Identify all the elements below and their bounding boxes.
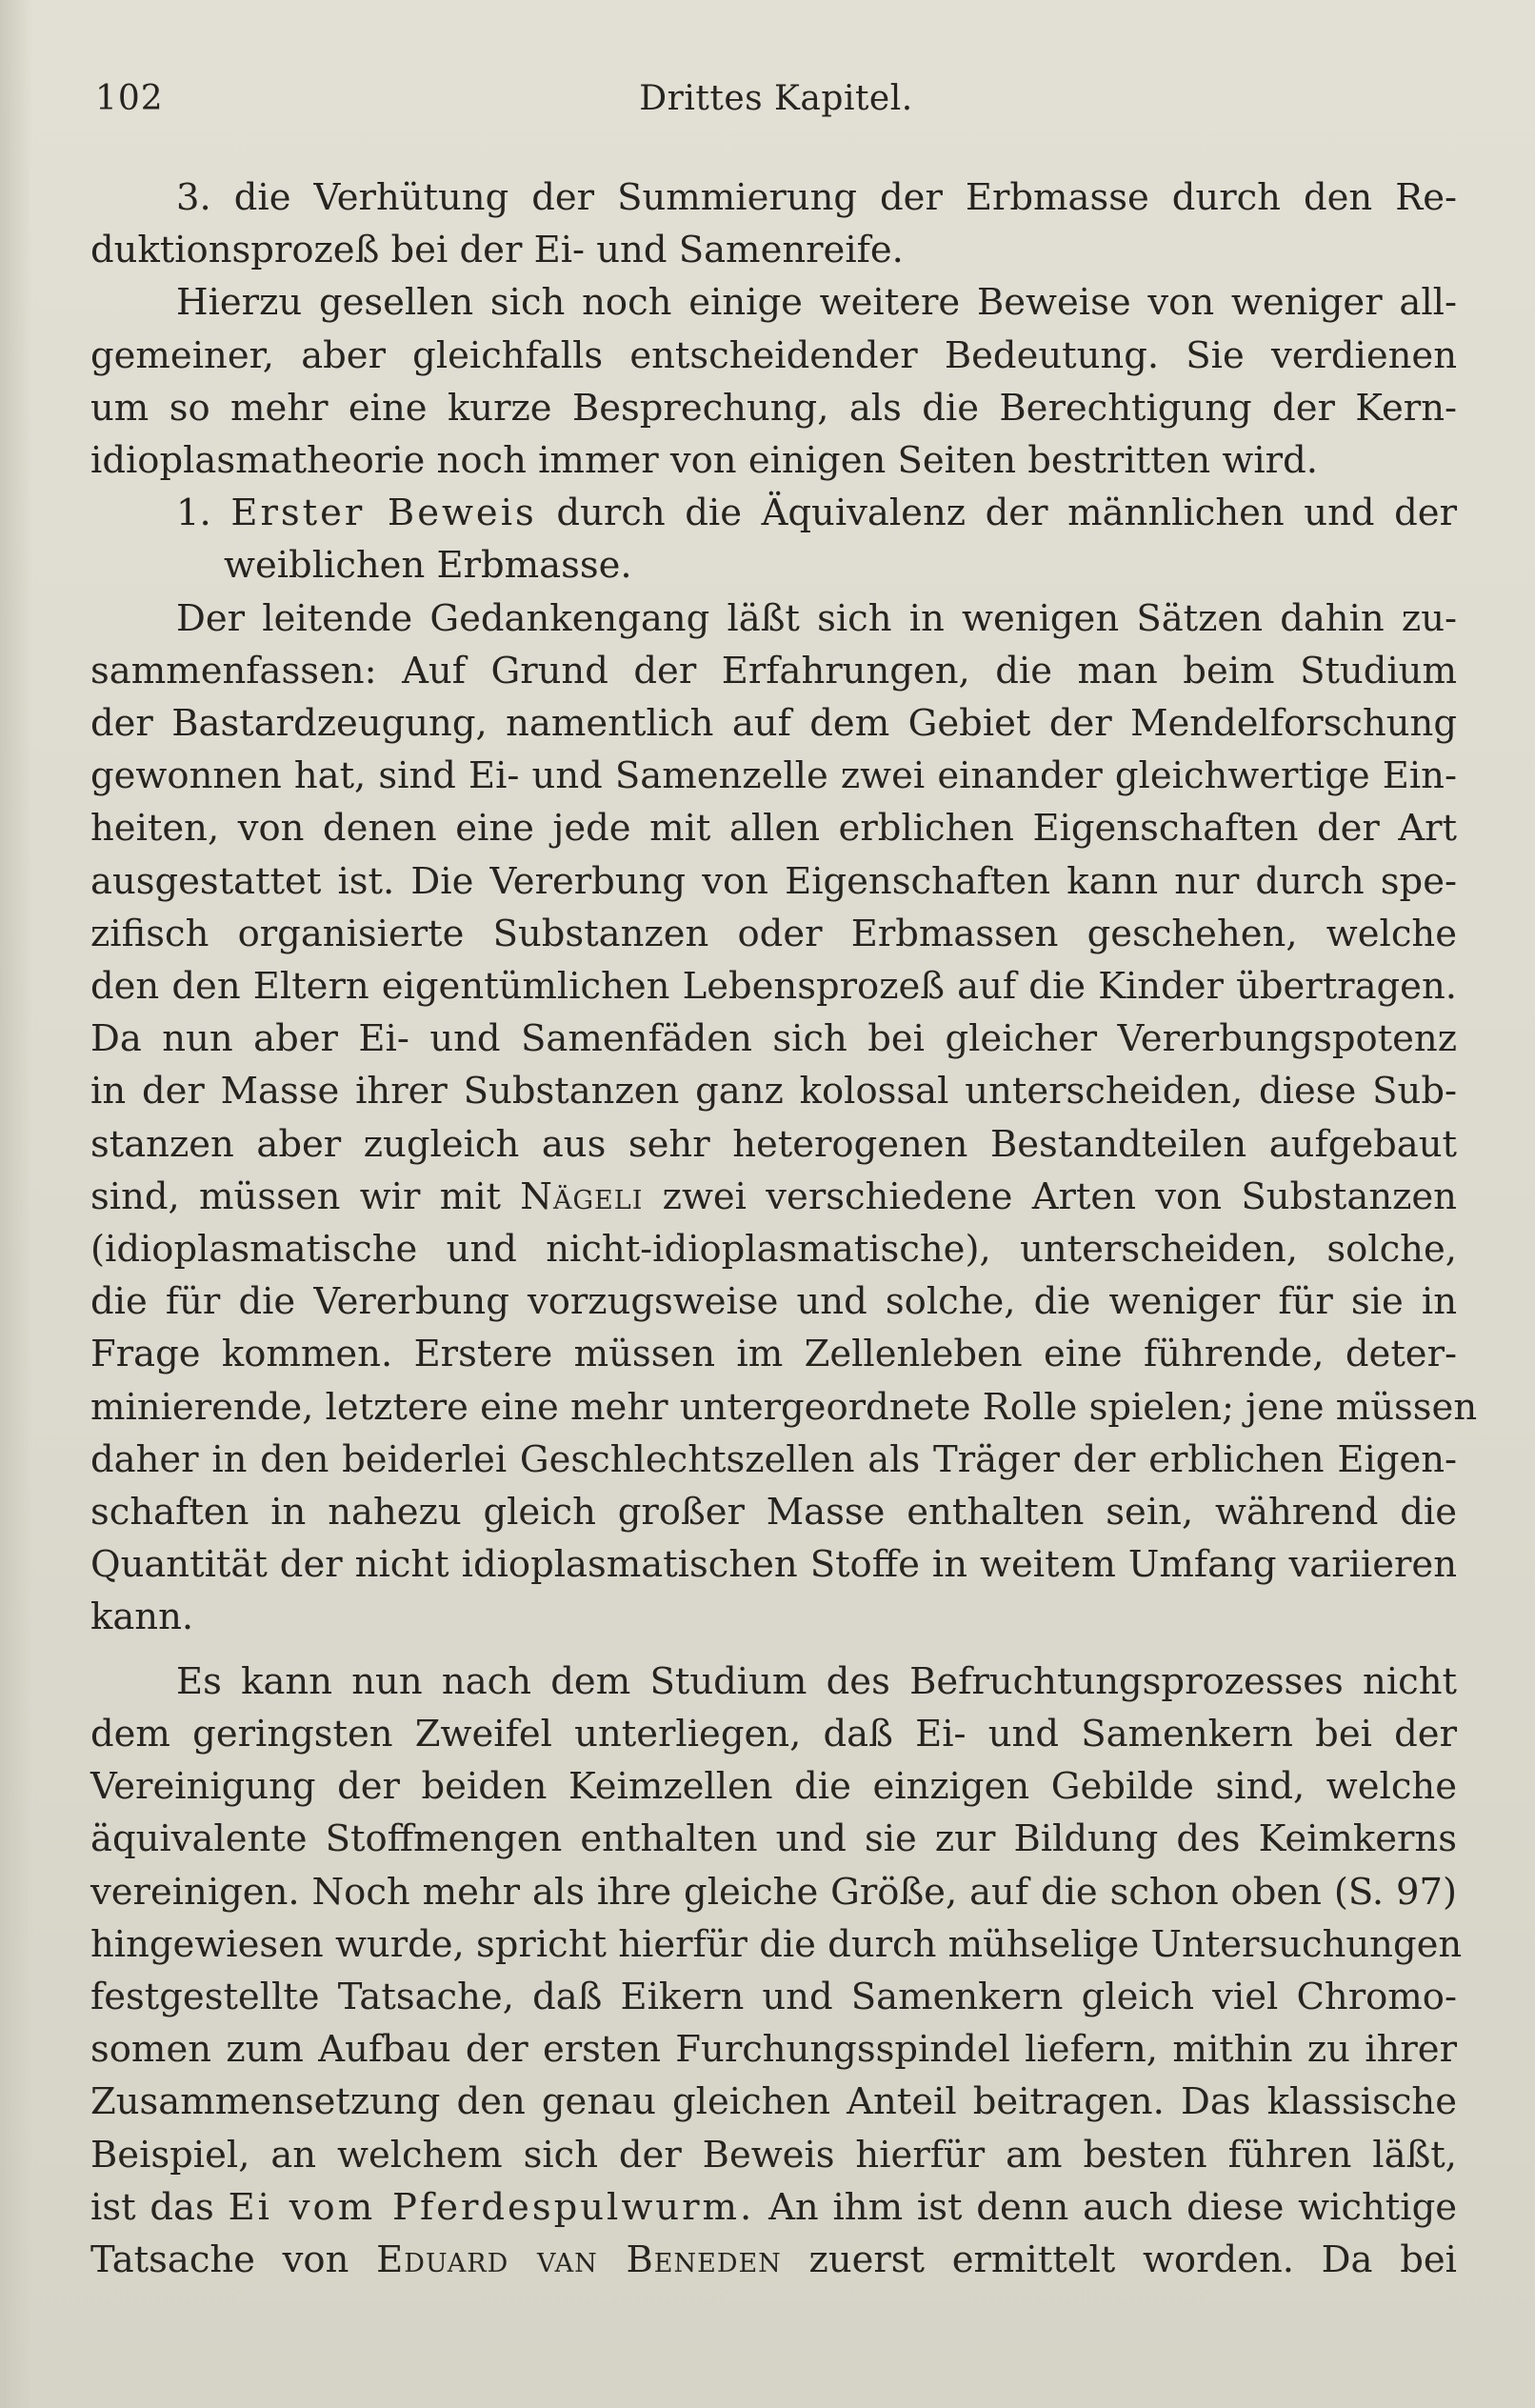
list-item-3: [90, 171, 1457, 276]
text-line: dem geringsten Zweifel unterliegen, daß Ei- und Samenkern bei der: [90, 1712, 1457, 1756]
text-line: [90, 487, 1457, 539]
text-line: ausgestattet ist. Die Vererbung von Eigenschaften kann nur durch spe-: [90, 859, 1457, 903]
text-line: Es kann nun nach dem Studium des Befruchtungsprozesses nicht: [176, 1659, 1457, 1703]
text-segment: ist das: [90, 2185, 214, 2229]
text-segment: sind, müssen wir mit: [90, 1174, 501, 1218]
text-line: um so mehr eine kurze Besprechung, als die Berechtigung der Kern-: [90, 386, 1457, 430]
text-line: der Bastardzeugung, namentlich auf dem Gebiet der Mendelforschung: [90, 702, 1457, 746]
text-line: [90, 2234, 1457, 2286]
running-title: Drittes Kapitel.: [639, 79, 913, 118]
text-line: kann.: [90, 1595, 194, 1639]
paragraph-further-proofs: [90, 276, 1457, 487]
text-line: idioplasmatheorie noch immer von einigen Seiten bestritten wird.: [90, 439, 1318, 483]
paragraph-fertilization: [90, 1656, 1463, 2286]
text-line: daher in den beiderlei Geschlechtszellen als Träger der erblichen Eigen-: [90, 1437, 1457, 1481]
proof-label: Erster Beweis: [230, 492, 537, 535]
text-line: Vereinigung der beiden Keimzellen die einzigen Gebilde sind, welche: [90, 1765, 1457, 1809]
text-line: (idioplasmatische und nicht-idioplasmatische), unterscheiden, solche,: [90, 1228, 1457, 1272]
paragraph-line-of-thought: [90, 592, 1478, 1644]
proof-heading-1: [90, 487, 1457, 592]
page-number: 102: [95, 79, 164, 118]
text-line: minierende, letztere eine mehr untergeordnete Rolle spielen; jene müssen: [90, 1385, 1478, 1429]
text-line: sammenfassen: Auf Grund der Erfahrungen, die man beim Studium: [90, 649, 1457, 692]
text-line: heiten, von denen eine jede mit allen erblichen Eigenschaften der Art: [90, 807, 1457, 851]
text-line: in der Masse ihrer Substanzen ganz kolossal unterscheiden, diese Sub-: [90, 1070, 1457, 1114]
text-segment: Tatsache von: [90, 2237, 349, 2281]
text-line: hingewiesen wurde, spricht hierfür die durch mühselige Untersuchungen: [90, 1922, 1463, 1966]
text-line: die für die Vererbung vorzugsweise und solche, die weniger für sie in: [90, 1280, 1457, 1324]
text-line: schaften in nahezu gleich großer Masse enthalten sein, während die: [90, 1491, 1457, 1535]
text-line: Zusammensetzung den genau gleichen Anteil beitragen. Das klassische: [90, 2080, 1457, 2124]
text-line: gewonnen hat, sind Ei- und Samenzelle zwei einander gleichwertige Ein-: [90, 754, 1457, 798]
text-line: Hierzu gesellen sich noch einige weitere Beweise von weniger all-: [176, 281, 1457, 325]
spaced-term: Ei vom Pferdespulwurm.: [228, 2185, 755, 2229]
paragraph-gap: [90, 1644, 1457, 1656]
text-line: äquivalente Stoffmengen enthalten und sie zur Bildung des Keimkerns: [90, 1817, 1457, 1861]
text-line: vereinigen. Noch mehr als ihre gleiche Größe, auf die schon oben (S. 97): [90, 1870, 1457, 1914]
text-line: zifisch organisierte Substanzen oder Erbmassen geschehen, welche: [90, 912, 1457, 955]
text-segment: zwei verschiedene Arten von Substanzen: [662, 1174, 1457, 1218]
text-line: Quantität der nicht idioplasmatischen Stoffe in weitem Umfang variieren: [90, 1543, 1457, 1587]
text-line: [90, 1171, 1457, 1223]
text-line: gemeiner, aber gleichfalls entscheidender Bedeutung. Sie verdienen: [90, 333, 1457, 377]
text-segment: An ihm ist denn auch diese wichtige: [768, 2185, 1458, 2229]
text-line: Da nun aber Ei- und Samenfäden sich bei gleicher Vererbungspotenz: [90, 1017, 1457, 1061]
text-segment: zuerst ermittelt worden. Da bei: [808, 2237, 1457, 2281]
text-line: festgestellte Tatsache, daß Eikern und Samenkern gleich viel Chromo-: [90, 1975, 1457, 2018]
proof-title-text: durch die Äquivalenz der männlichen und der: [556, 492, 1457, 535]
text-line: Beispiel, an welchem sich der Beweis hierfür am besten führen läßt,: [90, 2133, 1457, 2177]
author-name-naegeli: Nägeli: [520, 1174, 644, 1218]
text-line: den den Eltern eigentümlichen Lebensprozeß auf die Kinder übertragen.: [90, 965, 1457, 1009]
text-line: somen zum Aufbau der ersten Furchungsspindel liefern, mithin zu ihrer: [90, 2028, 1457, 2072]
text-line: Frage kommen. Erstere müssen im Zellenleben eine führende, deter-: [90, 1333, 1457, 1376]
text-line: duktionsprozeß bei der Ei- und Samenreife.: [90, 229, 904, 272]
page-header: [95, 70, 1457, 128]
body-text: [90, 171, 1478, 2286]
text-line: weiblichen Erbmasse.: [224, 544, 632, 588]
text-line: [90, 2181, 1457, 2234]
text-line: Der leitende Gedankengang läßt sich in wenigen Sätzen dahin zu-: [176, 596, 1457, 640]
author-name-beneden: Eduard van Beneden: [376, 2237, 782, 2281]
proof-number: 1.: [176, 492, 211, 535]
text-line: stanzen aber zugleich aus sehr heterogenen Bestandteilen aufgebaut: [90, 1122, 1457, 1166]
text-line: 3. die Verhütung der Summierung der Erbmasse durch den Re-: [176, 176, 1457, 219]
